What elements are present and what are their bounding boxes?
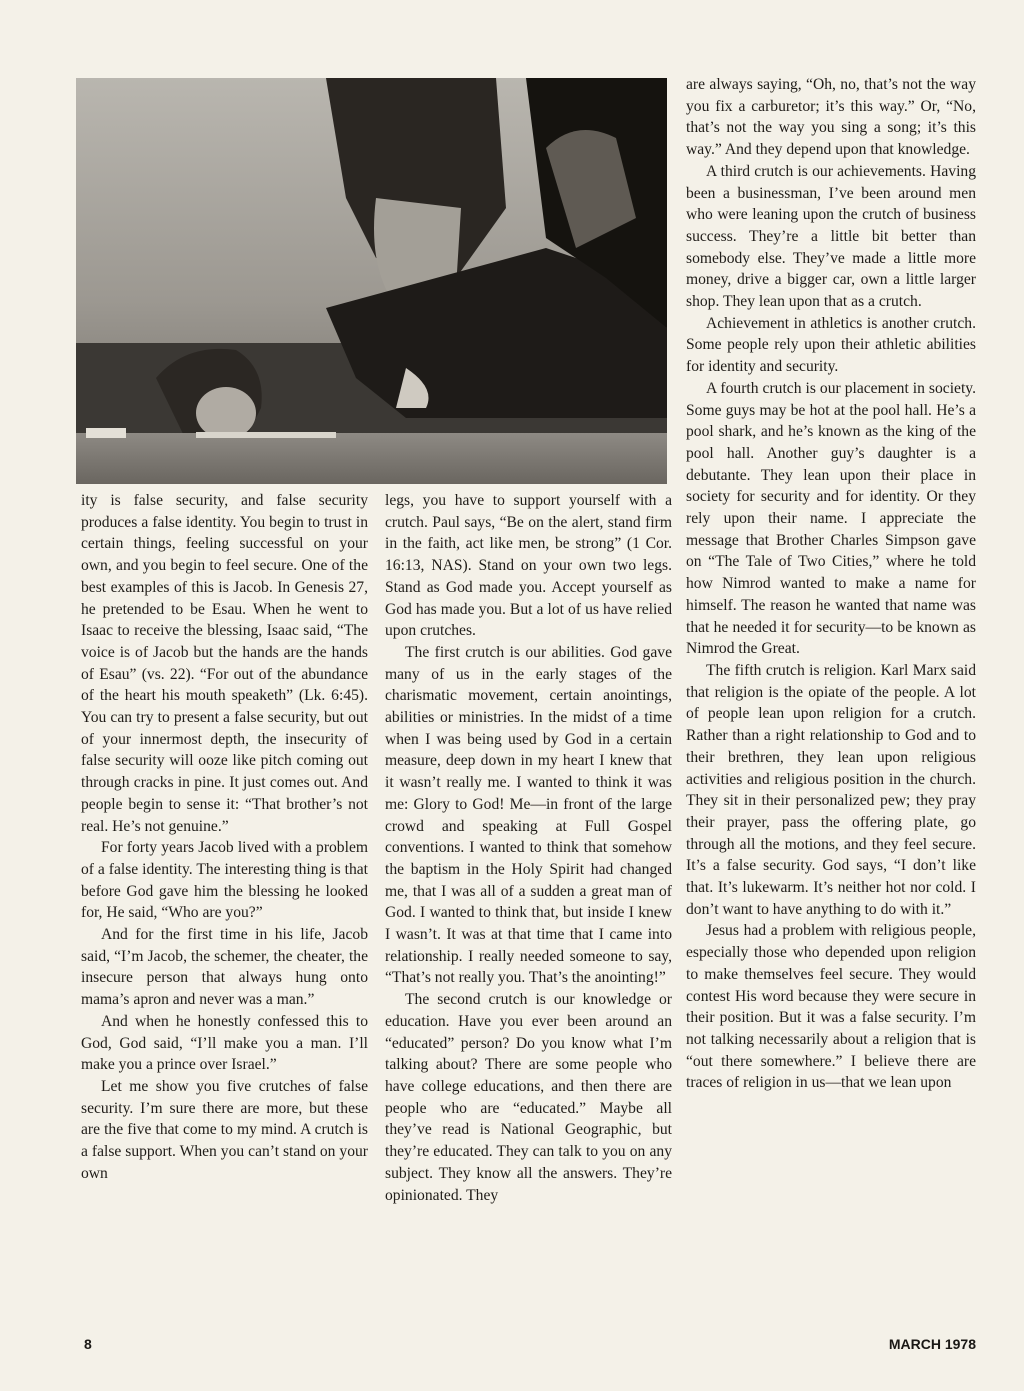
page-number: 8 bbox=[84, 1336, 92, 1352]
paragraph: And for the first time in his life, Jacob said, “I’m Jacob, the schemer, the cheater, the insecure person that always hung onto mama’s apron and never was a man.” bbox=[81, 926, 368, 1009]
paragraph: legs, you have to support yourself with a crutch. Paul says, “Be on the alert, stand firm in the faith, act like men, be strong” (1 Cor. 16:13, NAS). Stand on your own two legs. Stand as God made you. Accept yourself as God has made you. But a lot of us have relied upon crutches. bbox=[385, 492, 672, 640]
paragraph: For forty years Jacob lived with a problem of a false identity. The interesting thing is that before God gave him the blessing he looked for, He said, “Who are you?” bbox=[81, 839, 368, 922]
photo-illustration bbox=[76, 78, 667, 484]
paragraph: The second crutch is our knowledge or education. Have you ever been around an “educated” person? Do you know what I’m talking about? There are some people who have college educations, and then there are people who are “educated.” Maybe all they’ve read is National Geographic, but they’re educated. They can talk to you on any subject. They know all the answers. They’re opinionated. They bbox=[385, 991, 672, 1204]
paragraph: A third crutch is our achievements. Having been a businessman, I’ve been around men who were leaning upon the crutch of business success. They’re a little bit better than somebody else. They’ve made a little more money, drive a bigger car, own a little larger shop. They lean upon that as a crutch. bbox=[686, 162, 976, 311]
paragraph: are always saying, “Oh, no, that’s not the way you fix a carburetor; it’s this way.” Or, “No, that’s not the way you sing a song; it’s this way.” And they depend upon that knowledge. bbox=[686, 76, 976, 159]
paragraph: Jesus had a problem with religious people, especially those who depended upon religion to make themselves feel secure. They would contest His word because they were secure in their position. But it was a false security. I’m not talking necessarily about a religion that is “out there somewhere.” I believe there are traces of religion in us—that we lean upon bbox=[686, 922, 976, 1092]
paragraph: The first crutch is our abilities. God gave many of us in the early stages of the charismatic movement, certain anointings, abilities or ministries. In the midst of a time when I was being used by God in a certain measure, deep down in my heart I knew that it wasn’t really me. I wanted to think it was me: Glory to God! Me—in front of the large crowd and speaking at Full Gospel conventions. I wanted to think that somehow the baptism in the Holy Spirit had changed me, that I was all of a sudden a great man of God. I wanted to think that, but inside I knew I wasn’t. It was at that time that I came into relationship. I really needed someone to say, “That’s not really you. That’s the anointing!” bbox=[385, 643, 672, 987]
text-column-3 bbox=[686, 74, 976, 1094]
article-photo bbox=[76, 78, 667, 484]
issue-date: MARCH 1978 bbox=[888, 1336, 976, 1352]
paragraph: ity is false security, and false security produces a false identity. You begin to trust in certain things, feeling successful on your own, and you begin to feel secure. One of the best examples of this is Jacob. In Genesis 27, he pretended to be Esau. When he went to Isaac to receive the blessing, Isaac said, “The voice is of Jacob but the hands are the hands of Esau” (vs. 22). “For out of the abundance of the heart his mouth speaketh” (Lk. 6:45). You can try to present a false security, but out of your innermost depth, the insecurity of false security will ooze like pitch coming out through cracks in pine. It just comes out. And people begin to sense it: “That brother’s not real. He’s not genuine.” bbox=[81, 492, 368, 835]
text-column-1 bbox=[81, 490, 368, 1185]
paragraph: Achievement in athletics is another crutch. Some people rely upon their athletic abilities for identity and security. bbox=[686, 314, 976, 376]
paragraph: The fifth crutch is religion. Karl Marx said that religion is the opiate of the people. A lot of people lean upon religion for a crutch. Rather than a right relationship to God and to their brethren, they lean upon religious activities and religious position in the church. They sit in their personalized pew; they pray their prayer, pass the offering plate, go through all the motions, and they feel secure. It’s a false security. God says, “I don’t like that. It’s lukewarm. It’s neither hot nor cold. I don’t want to have anything to do with it.” bbox=[686, 661, 976, 918]
paragraph: And when he honestly confessed this to God, God said, “I’ll make you a man. I’ll make you a prince over Israel.” bbox=[81, 1012, 368, 1074]
paragraph: Let me show you five crutches of false security. I’m sure there are more, but these are the five that come to my mind. A crutch is a false support. When you can’t stand on your own bbox=[81, 1077, 368, 1182]
paragraph: A fourth crutch is our placement in society. Some guys may be hot at the pool hall. He’s a pool shark, and he’s known as the king of the pool hall. Another guy’s daughter is a debutante. They lean upon their place in society for security and for identity. Or they rely upon their name. I appreciate the message that Brother Charles Simpson gave on “The Tale of Two Cities,” where he told how Nimrod wanted to make a name for himself. The reason he wanted that name was that he needed it for security—to be known as Nimrod the Great. bbox=[686, 379, 976, 658]
text-column-2 bbox=[385, 490, 672, 1206]
